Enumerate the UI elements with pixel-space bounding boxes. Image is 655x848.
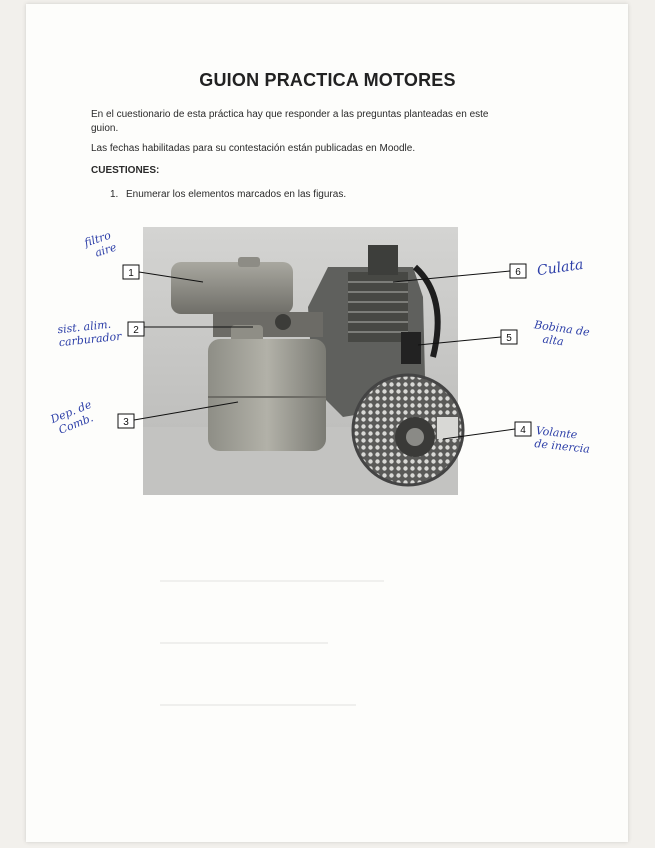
intro-paragraph: En el cuestionario de esta práctica hay que responder a las preguntas planteadas en este guion. bbox=[91, 109, 489, 134]
page-title: GUION PRACTICA MOTORES bbox=[199, 70, 456, 90]
callout-label-2: 2 bbox=[133, 325, 139, 336]
dates-paragraph: Las fechas habilitadas para su contestación están publicadas en Moodle. bbox=[91, 143, 416, 154]
callout-label-5: 5 bbox=[506, 333, 512, 344]
handwritten-note-culata: Culata bbox=[536, 256, 585, 280]
question-number: 1. bbox=[110, 189, 119, 200]
callout-label-3: 3 bbox=[123, 417, 129, 428]
callout-label-1: 1 bbox=[128, 268, 134, 279]
question-item bbox=[110, 189, 346, 200]
question-text: Enumerar los elementos marcados en las figuras. bbox=[126, 189, 347, 200]
handwritten-note-carburador: sist. alim. carburador bbox=[56, 317, 123, 350]
handwritten-note-bobina: Bobina de alta bbox=[531, 318, 591, 349]
callout-label-4: 4 bbox=[520, 425, 526, 436]
handwritten-note-volante: Volante de inercia bbox=[533, 424, 591, 456]
handwritten-note-deposito: Dep. de Comb. bbox=[48, 397, 96, 439]
callout-label-6: 6 bbox=[515, 267, 521, 278]
bleed-through bbox=[160, 540, 440, 800]
section-heading: CUESTIONES: bbox=[91, 165, 160, 176]
handwritten-note-filtro: filtro aire bbox=[82, 228, 119, 262]
engine-photo bbox=[123, 227, 526, 495]
